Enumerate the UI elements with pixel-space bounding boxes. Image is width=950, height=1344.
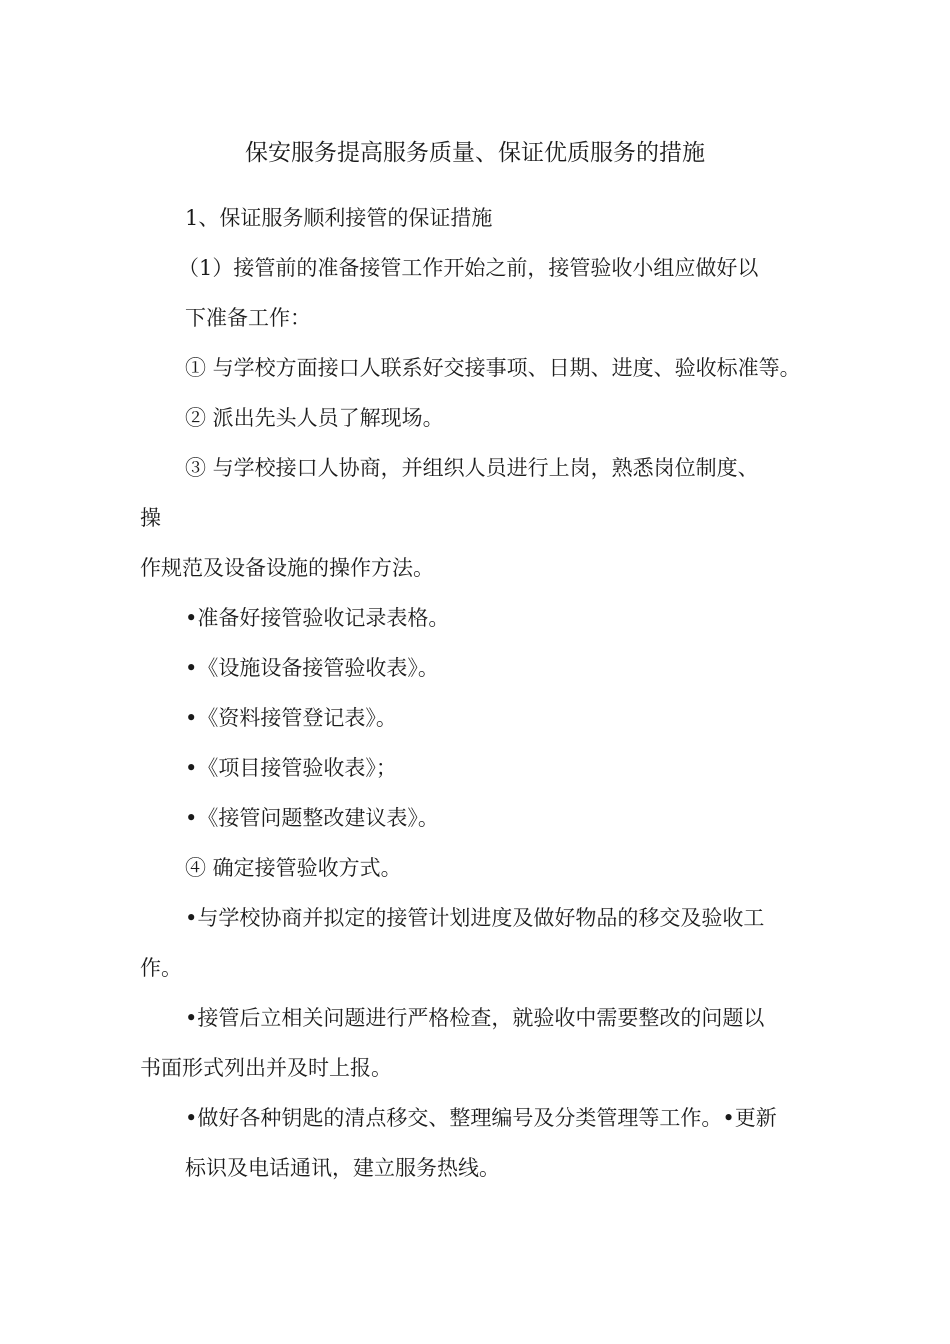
- paragraph-line: （1）接管前的准备接管工作开始之前，接管验收小组应做好以: [178, 256, 759, 280]
- section-heading: 1、保证服务顺利接管的保证措施: [185, 206, 493, 230]
- paragraph-line: 书面形式列出并及时上报。: [140, 1056, 392, 1080]
- list-item: ③ 与学校接口人协商，并组织人员进行上岗，熟悉岗位制度、: [185, 456, 759, 480]
- list-item: ① 与学校方面接口人联系好交接事项、日期、进度、验收标准等。: [185, 356, 801, 380]
- list-item: ④ 确定接管验收方式。: [185, 856, 402, 880]
- bullet-item: •做好各种钥匙的清点移交、整理编号及分类管理等工作。•更新: [185, 1106, 777, 1130]
- bullet-item: •与学校协商并拟定的接管计划进度及做好物品的移交及验收工: [185, 906, 765, 930]
- paragraph-line: 作。: [140, 956, 182, 980]
- bullet-item: •接管后立相关问题进行严格检查，就验收中需要整改的问题以: [185, 1006, 765, 1030]
- bullet-item: •《接管问题整改建议表》。: [185, 806, 439, 830]
- bullet-item: •《资料接管登记表》。: [185, 706, 397, 730]
- paragraph-line: 操: [140, 506, 161, 530]
- list-item: ② 派出先头人员了解现场。: [185, 406, 444, 430]
- paragraph-line: 作规范及设备设施的操作方法。: [140, 556, 434, 580]
- bullet-item: •《设施设备接管验收表》。: [185, 656, 439, 680]
- document-title: 保安服务提高服务质量、保证优质服务的措施: [245, 140, 705, 166]
- paragraph-line: 标识及电话通讯，建立服务热线。: [185, 1156, 500, 1180]
- bullet-item: •《项目接管验收表》；: [185, 756, 397, 780]
- bullet-item: •准备好接管验收记录表格。: [185, 606, 450, 630]
- paragraph-line: 下准备工作：: [185, 306, 311, 330]
